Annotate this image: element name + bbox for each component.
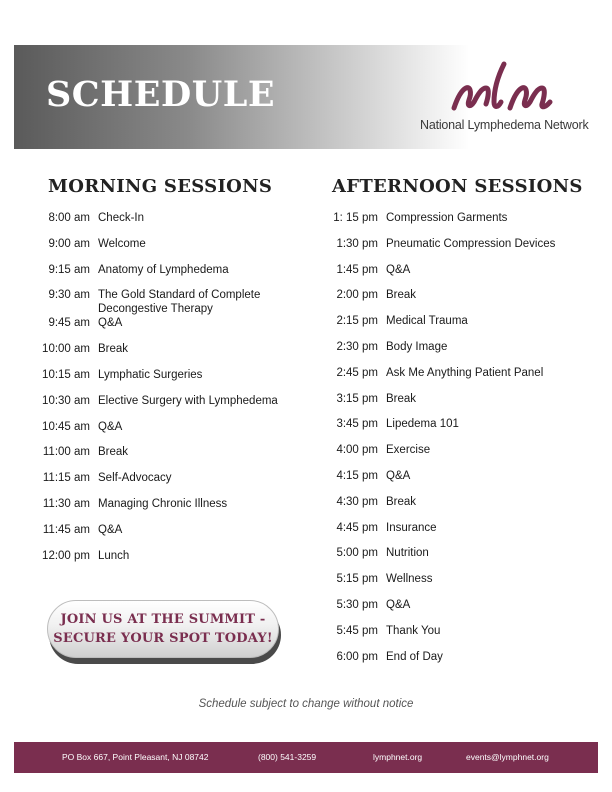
footer-address: PO Box 667, Point Pleasant, NJ 08742: [62, 752, 209, 762]
session-name: Anatomy of Lymphedema: [98, 263, 229, 276]
session-name: Managing Chronic Illness: [98, 497, 228, 510]
session-row: [318, 495, 608, 521]
session-name: End of Day: [386, 650, 443, 663]
session-row: [318, 598, 608, 624]
session-time: 11:30 am: [42, 497, 90, 510]
session-name: Break: [386, 289, 417, 302]
session-name: Welcome: [98, 237, 146, 250]
session-time: 4:30 pm: [336, 495, 378, 508]
logo-wordmark: National Lymphedema Network: [420, 118, 589, 132]
session-time: 11:45 am: [42, 523, 90, 536]
session-name: Q&A: [98, 317, 123, 330]
session-time: 11:15 am: [42, 472, 90, 485]
session-time: 10:30 am: [42, 394, 90, 407]
footer-phone: (800) 541-3259: [258, 752, 317, 762]
session-time: 5:45 pm: [336, 624, 378, 637]
session-row: [318, 546, 608, 572]
session-name: The Gold Standard of Complete Decongestive Therapy: [98, 289, 261, 316]
session-row: [30, 316, 310, 342]
session-name: Q&A: [386, 263, 411, 276]
session-time: 2:15 pm: [336, 315, 378, 328]
session-row: [318, 650, 608, 676]
session-time: 3:45 pm: [336, 418, 378, 431]
session-row: [30, 288, 310, 316]
session-time: 2:45 pm: [336, 366, 378, 379]
session-name: Q&A: [386, 598, 411, 611]
session-row: [318, 263, 608, 289]
session-row: [318, 314, 608, 340]
session-row: [30, 368, 310, 394]
session-name: Thank You: [386, 624, 441, 637]
session-row: [318, 392, 608, 418]
cta-line-1: JOIN US AT THE SUMMIT -: [60, 612, 266, 627]
session-row: [318, 417, 608, 443]
register-cta-button[interactable]: [47, 600, 279, 658]
session-name: Compression Garments: [386, 212, 508, 224]
session-name: Break: [98, 446, 129, 459]
nln-logo-mark: [448, 56, 558, 112]
cta-line-2: SECURE YOUR SPOT TODAY!: [53, 631, 273, 646]
session-name: Break: [386, 392, 417, 405]
session-name: Q&A: [98, 420, 123, 433]
footer-email-link[interactable]: events@lymphnet.org: [466, 752, 549, 762]
session-row: [30, 420, 310, 446]
session-time: 2:00 pm: [336, 289, 378, 302]
session-time: 10:00 am: [42, 343, 90, 356]
session-time: 6:00 pm: [336, 650, 378, 663]
session-name: Nutrition: [386, 547, 429, 560]
session-time: 4:15 pm: [336, 469, 378, 482]
session-time: 10:15 am: [42, 368, 90, 381]
session-name: Break: [386, 495, 417, 508]
session-name: Ask Me Anything Patient Panel: [386, 366, 544, 379]
session-time: 11:00 am: [42, 446, 90, 459]
afternoon-session-list: [318, 211, 608, 675]
session-row: [318, 211, 608, 237]
session-row: [318, 443, 608, 469]
session-row: [30, 394, 310, 420]
session-name: Exercise: [386, 444, 431, 457]
session-row: [318, 469, 608, 495]
session-row: [318, 340, 608, 366]
session-time: 4:00 pm: [336, 444, 378, 457]
session-name: Elective Surgery with Lymphedema: [98, 394, 278, 407]
session-time: 1:45 pm: [336, 263, 378, 276]
session-name: Lymphatic Surgeries: [98, 368, 203, 381]
session-time: 1: 15 pm: [333, 212, 378, 224]
session-row: [30, 523, 310, 549]
morning-session-list: [30, 211, 310, 574]
session-time: 4:45 pm: [336, 521, 378, 534]
session-time: 9:15 am: [48, 263, 90, 276]
session-row: [30, 471, 310, 497]
afternoon-sessions-heading: AFTERNOON SESSIONS: [332, 176, 583, 197]
footer-bar: [14, 742, 598, 773]
session-name: Body Image: [386, 340, 448, 353]
nln-logo: [418, 56, 588, 136]
session-time: 1:30 pm: [336, 237, 378, 250]
session-row: [30, 549, 310, 575]
session-name: Lipedema 101: [386, 418, 459, 431]
session-name: Break: [98, 343, 129, 356]
session-name: Insurance: [386, 521, 437, 534]
session-row: [318, 237, 608, 263]
session-time: 5:30 pm: [336, 598, 378, 611]
session-row: [318, 288, 608, 314]
page-title: SCHEDULE: [46, 74, 276, 115]
session-name: Wellness: [386, 573, 433, 586]
session-time: 5:15 pm: [336, 573, 378, 586]
session-row: [30, 211, 310, 237]
session-time: 2:30 pm: [336, 340, 378, 353]
session-row: [30, 497, 310, 523]
session-time: 10:45 am: [42, 420, 90, 433]
session-time: 3:15 pm: [336, 392, 378, 405]
session-name: Q&A: [386, 469, 411, 482]
session-name: Pneumatic Compression Devices: [386, 237, 556, 250]
session-row: [30, 237, 310, 263]
session-row: [30, 263, 310, 289]
session-row: [318, 572, 608, 598]
session-name: Medical Trauma: [386, 315, 468, 328]
session-row: [318, 366, 608, 392]
schedule-disclaimer: Schedule subject to change without notice: [198, 698, 414, 710]
session-time: 8:00 am: [48, 212, 90, 224]
session-row: [30, 342, 310, 368]
session-row: [30, 445, 310, 471]
footer-website-link[interactable]: lymphnet.org: [373, 752, 423, 762]
session-row: [318, 624, 608, 650]
session-name: Lunch: [98, 549, 130, 562]
session-name: Q&A: [98, 523, 123, 536]
session-time: 12:00 pm: [42, 549, 90, 562]
session-row: [318, 521, 608, 547]
session-name: Check-In: [98, 212, 145, 224]
session-time: 9:45 am: [48, 317, 90, 330]
morning-sessions-heading: MORNING SESSIONS: [48, 176, 273, 197]
session-time: 9:30 am: [48, 289, 90, 302]
session-time: 5:00 pm: [336, 547, 378, 560]
session-time: 9:00 am: [48, 237, 90, 250]
session-name: Self-Advocacy: [98, 472, 172, 485]
